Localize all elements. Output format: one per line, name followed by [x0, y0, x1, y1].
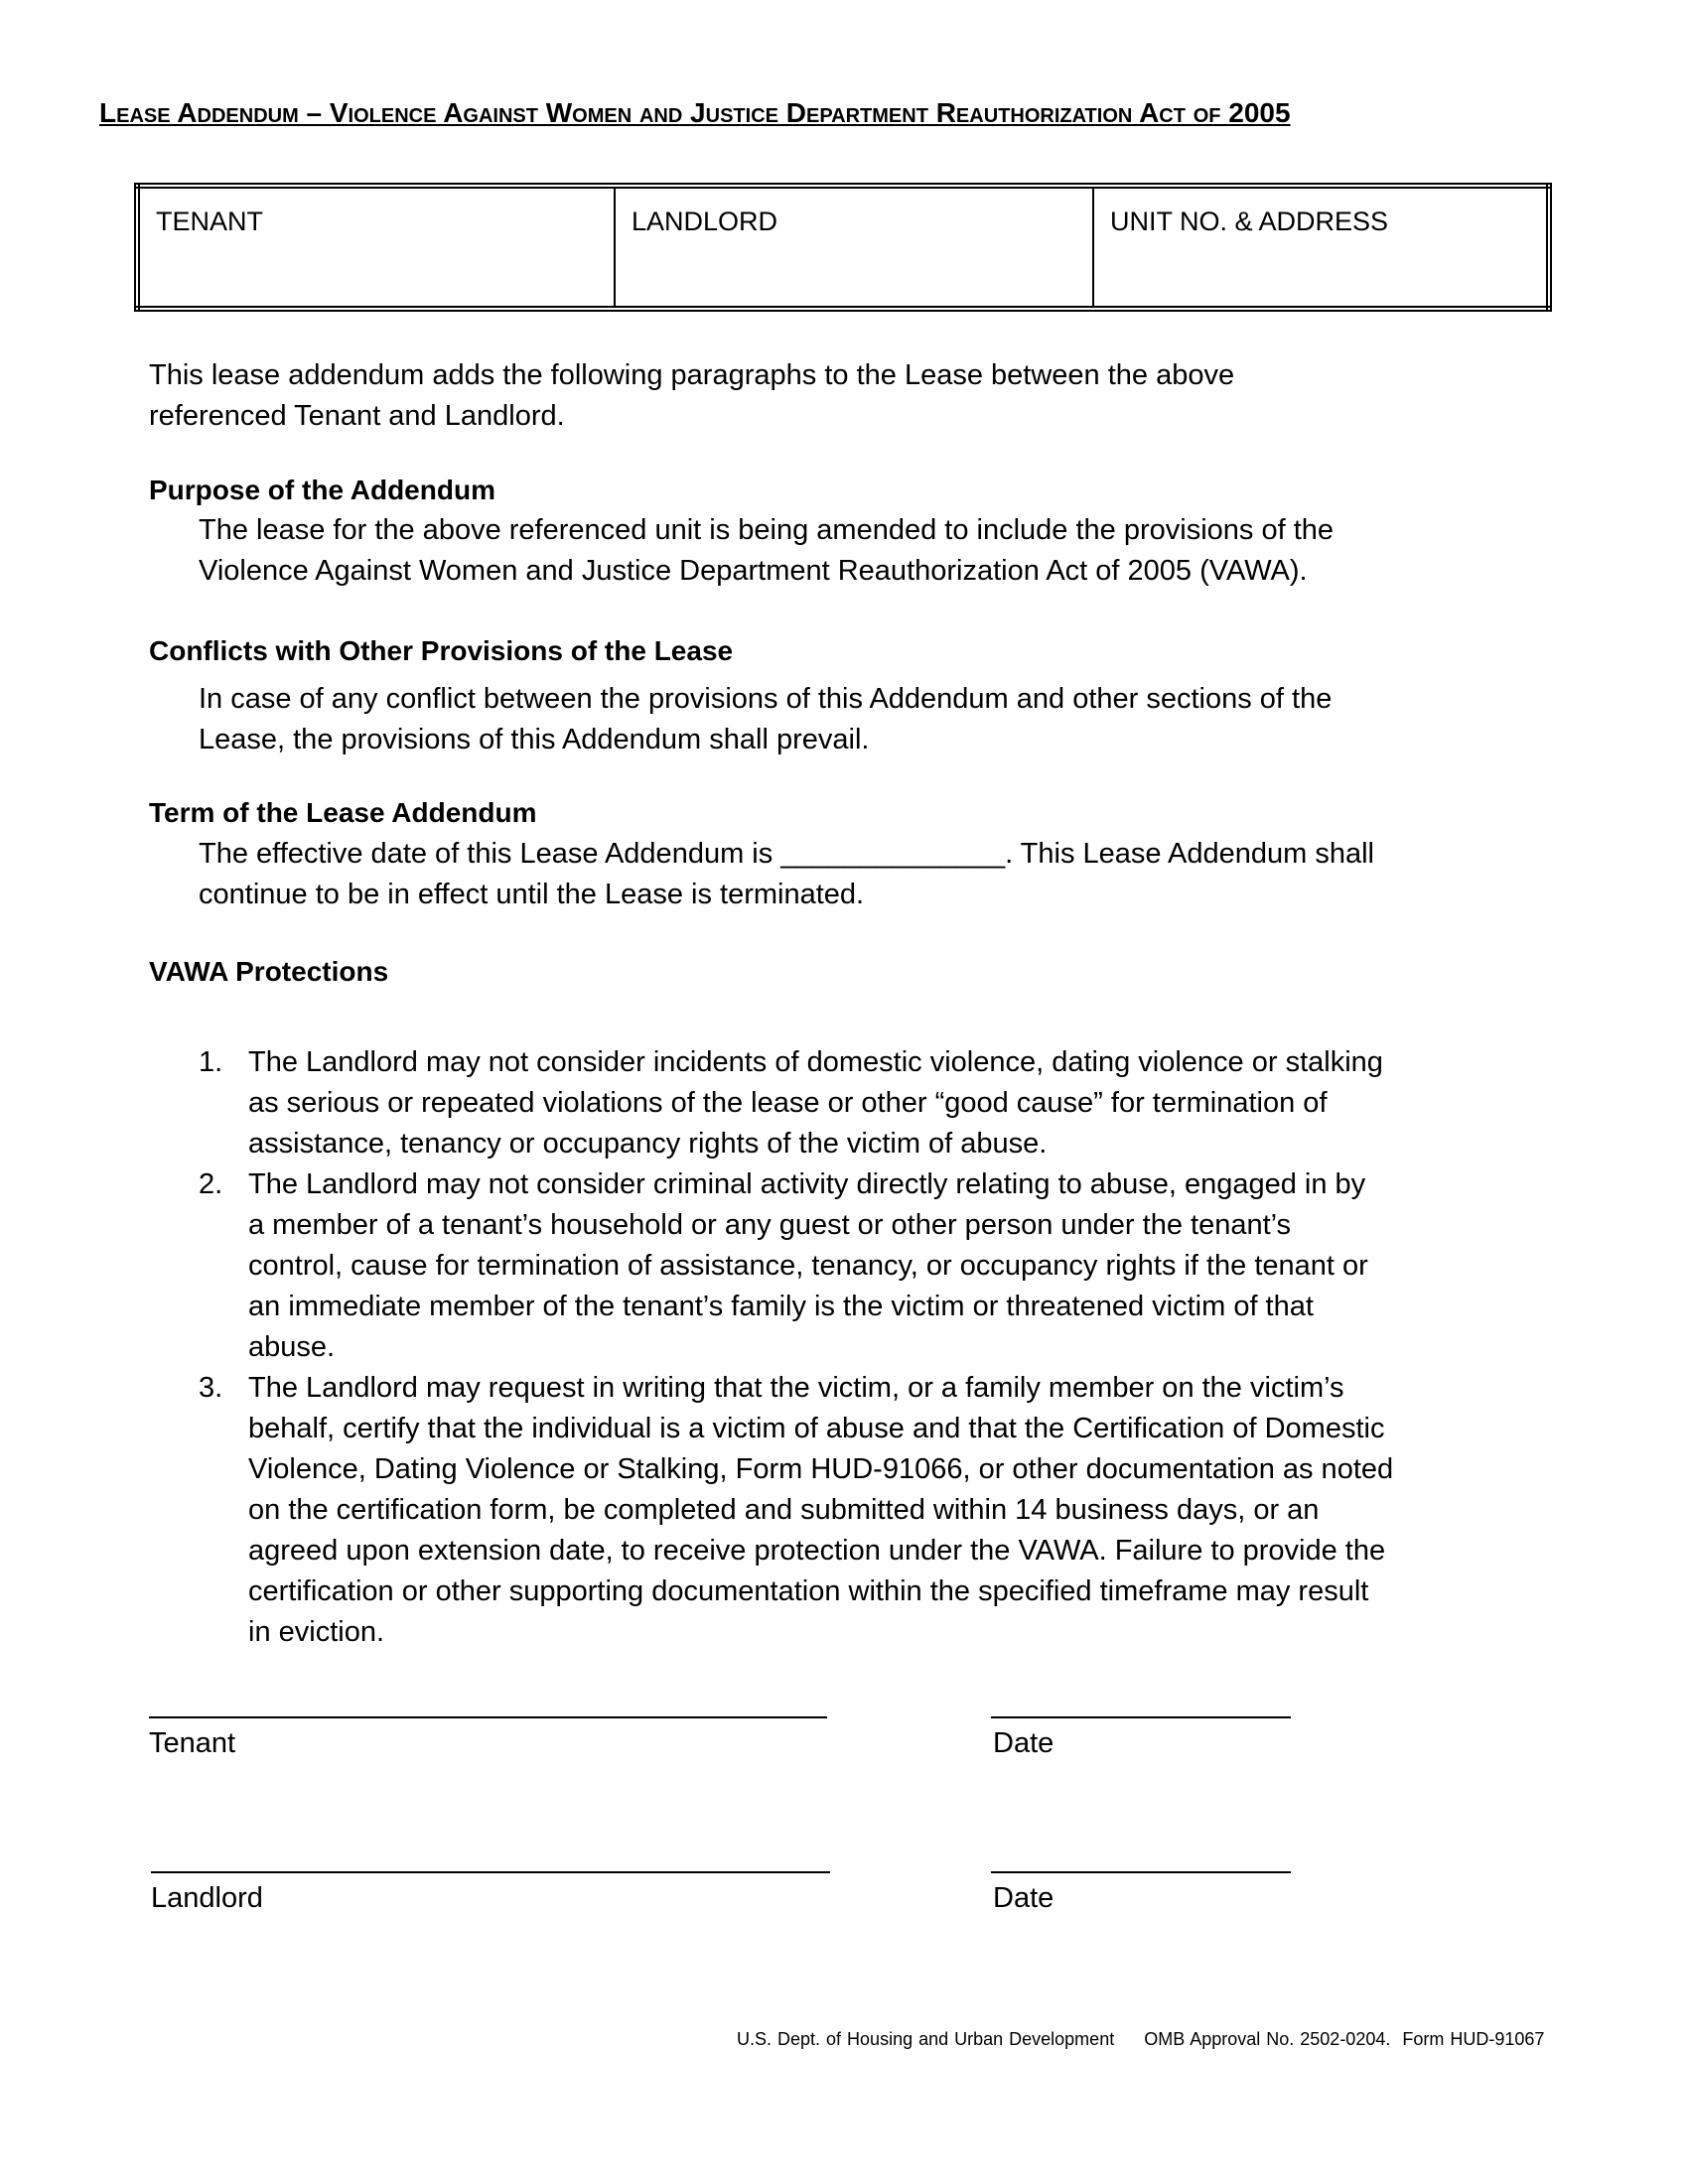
list-item-line: assistance, tenancy or occupancy rights of the victim of abuse.: [248, 1128, 1048, 1160]
list-item-body: [248, 1368, 1393, 1653]
list-item-line: abuse.: [248, 1331, 336, 1363]
list-item-line: on the certification form, be completed and submitted within 14 business days, or an: [248, 1494, 1320, 1526]
intro-line-1: This lease addendum adds the following paragraphs to the Lease between the above: [149, 359, 1235, 391]
tenant-date-label: Date: [993, 1727, 1055, 1759]
conflicts-line-2: Lease, the provisions of this Addendum shall prevail.: [199, 724, 870, 755]
landlord-date-line[interactable]: [991, 1871, 1291, 1873]
list-item-line: behalf, certify that the individual is a victim of abuse and that the Certification of Domestic: [248, 1413, 1385, 1444]
tenant-signature-label: Tenant: [149, 1727, 236, 1759]
list-number: 2.: [199, 1168, 223, 1200]
purpose-line-2: Violence Against Women and Justice Department Reauthorization Act of 2005 (VAWA).: [199, 555, 1308, 587]
conflicts-heading: Conflicts with Other Provisions of the Lease: [149, 635, 734, 666]
term-heading: Term of the Lease Addendum: [149, 797, 537, 828]
landlord-cell: LANDLORD: [615, 186, 1093, 309]
document-title: Lease Addendum – Violence Against Women and Justice Department Reauthorization Act of 2005: [99, 97, 1291, 128]
list-item-line: agreed upon extension date, to receive protection under the VAWA. Failure to provide the: [248, 1535, 1386, 1567]
purpose-heading: Purpose of the Addendum: [149, 475, 495, 505]
list-item-line: control, cause for termination of assistance, tenancy, or occupancy rights if the tenant or: [248, 1250, 1368, 1282]
list-item-line: Violence, Dating Violence or Stalking, Form HUD-91066, or other documentation as noted: [248, 1453, 1394, 1485]
list-item-line: a member of a tenant’s household or any guest or other person under the tenant’s: [248, 1209, 1292, 1241]
purpose-line-1: The lease for the above referenced unit is being amended to include the provisions of the: [199, 514, 1335, 546]
list-item-line: as serious or repeated violations of the lease or other “good cause” for termination of: [248, 1087, 1328, 1119]
tenant-cell: TENANT: [156, 206, 263, 236]
term-line-2: continue to be in effect until the Lease is terminated.: [199, 879, 865, 910]
term-line-1: The effective date of this Lease Addendum is ______________. This Lease Addendum shall: [199, 838, 1374, 870]
list-number: 1.: [199, 1046, 223, 1078]
unit-address-cell: UNIT NO. & ADDRESS: [1093, 186, 1549, 309]
tenant-signature-line[interactable]: [149, 1716, 827, 1718]
list-item-line: The Landlord may not consider criminal activity directly relating to abuse, engaged in by: [248, 1168, 1366, 1200]
list-item-body: [248, 1164, 1368, 1368]
intro-line-2: referenced Tenant and Landlord.: [149, 400, 565, 432]
protections-heading: VAWA Protections: [149, 956, 389, 987]
conflicts-line-1: In case of any conflict between the provisions of this Addendum and other sections of the: [199, 683, 1333, 715]
tenant-date-line[interactable]: [991, 1716, 1291, 1718]
list-item-line: an immediate member of the tenant’s family is the victim or threatened victim of that: [248, 1291, 1314, 1322]
landlord-signature-label: Landlord: [151, 1882, 263, 1914]
list-item-body: [248, 1042, 1383, 1164]
landlord-signature-line[interactable]: [151, 1871, 830, 1873]
list-number: 3.: [199, 1372, 223, 1404]
list-item-line: certification or other supporting documentation within the specified timeframe may result: [248, 1575, 1369, 1607]
parties-table: [134, 183, 1552, 312]
list-item-line: The Landlord may not consider incidents of domestic violence, dating violence or stalking: [248, 1046, 1383, 1078]
list-item-line: The Landlord may request in writing that the victim, or a family member on the victim’s: [248, 1372, 1344, 1404]
landlord-date-label: Date: [993, 1882, 1055, 1914]
form-footer: U.S. Dept. of Housing and Urban Development OMB Approval No. 2502-0204. Form HUD-91067: [737, 2029, 1545, 2049]
list-item-line: in eviction.: [248, 1616, 385, 1648]
